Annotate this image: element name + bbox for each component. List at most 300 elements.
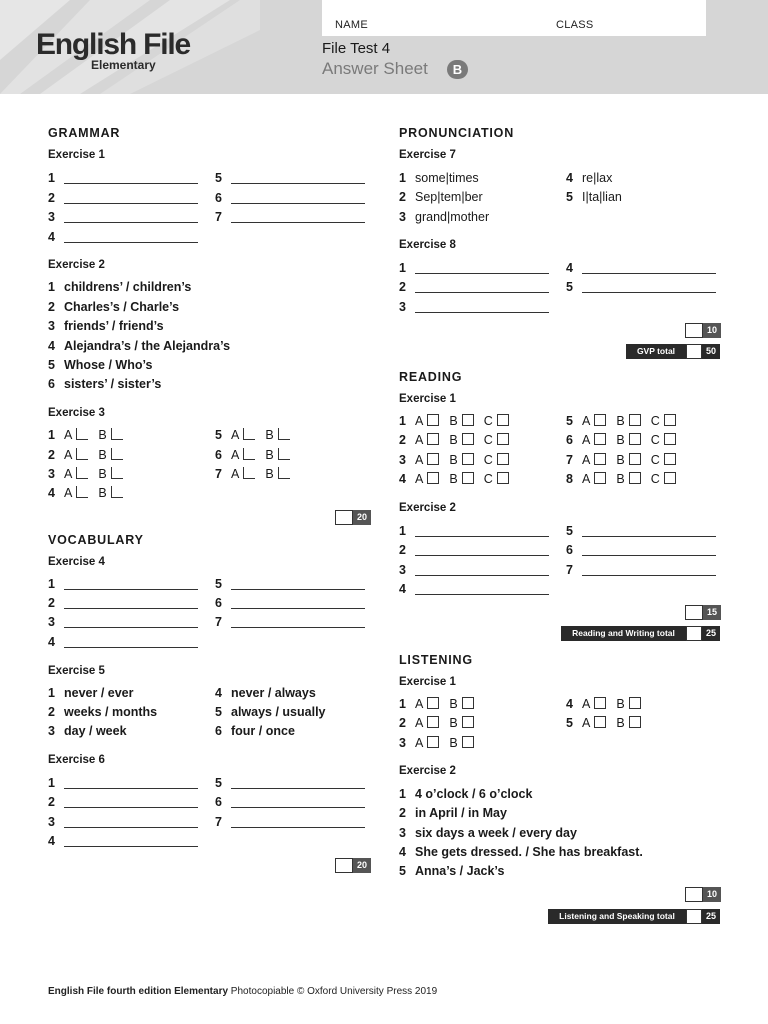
choice-checkbox[interactable] (462, 697, 474, 709)
choice-letter: B (98, 428, 107, 442)
option-text: Charles’s / Charle’s (64, 300, 180, 314)
choice-checkbox[interactable] (594, 433, 606, 445)
option-text: weeks / months (64, 705, 158, 719)
total-box[interactable] (686, 344, 702, 359)
option-row[interactable] (399, 787, 532, 801)
choice-letter: A (64, 428, 73, 442)
item-number: 5 (215, 171, 222, 185)
option-row[interactable] (48, 319, 164, 333)
answer-row (566, 280, 582, 294)
answer-row (215, 191, 231, 205)
total-max: 25 (702, 626, 720, 641)
answer-line[interactable] (231, 608, 365, 609)
choice-row (566, 414, 686, 428)
listening-speaking-total (548, 909, 720, 924)
choice-checkbox[interactable] (629, 472, 641, 484)
answer-line[interactable] (64, 242, 198, 243)
footer-title: English File fourth edition Elementary (48, 986, 229, 997)
answer-row (48, 596, 64, 610)
answer-row (399, 582, 415, 596)
option-text: Whose / Who’s (64, 358, 153, 372)
answer-line[interactable] (64, 183, 198, 184)
answer-row (399, 524, 415, 538)
exercise-heading: Exercise 8 (399, 239, 456, 251)
answer-row (566, 563, 582, 577)
choice-letter: C (650, 414, 660, 428)
exercise-heading: Exercise 5 (48, 665, 105, 677)
choice-checkbox[interactable] (629, 433, 641, 445)
choice-letter: A (231, 467, 240, 481)
answer-row (399, 563, 415, 577)
item-number: 7 (566, 563, 573, 577)
choice-checkbox[interactable] (111, 448, 123, 460)
answer-line[interactable] (231, 788, 365, 789)
answer-line[interactable] (231, 807, 365, 808)
item-number: 3 (399, 826, 406, 840)
choice-checkbox[interactable] (664, 472, 676, 484)
item-number: 5 (215, 776, 222, 790)
answer-row (48, 577, 64, 591)
answer-line[interactable] (64, 203, 198, 204)
choice-checkbox[interactable] (76, 467, 88, 479)
option-text: day / week (64, 724, 127, 738)
score-box[interactable] (685, 323, 703, 338)
total-box[interactable] (686, 909, 702, 924)
choice-checkbox[interactable] (594, 414, 606, 426)
answer-line[interactable] (231, 589, 365, 590)
item-number: 3 (399, 300, 406, 314)
name-label: NAME (335, 19, 368, 31)
option-row[interactable] (48, 724, 127, 738)
answer-row (215, 815, 231, 829)
item-number: 3 (48, 467, 55, 481)
item-number: 5 (48, 358, 55, 372)
answer-line[interactable] (64, 788, 198, 789)
choice-checkbox[interactable] (278, 428, 290, 440)
stress-word-row[interactable] (399, 171, 479, 185)
item-number: 6 (215, 724, 222, 738)
choice-checkbox[interactable] (427, 697, 439, 709)
choice-checkbox[interactable] (629, 716, 641, 728)
total-box[interactable] (686, 626, 702, 641)
choice-checkbox[interactable] (111, 467, 123, 479)
reading-heading: READING (399, 370, 463, 384)
choice-row (399, 453, 519, 467)
answer-line[interactable] (582, 555, 716, 556)
answer-row (48, 171, 64, 185)
stress-word: I|ta|lian (582, 190, 622, 204)
item-number: 4 (48, 635, 55, 649)
option-text: never / always (231, 686, 316, 700)
vocabulary-heading: VOCABULARY (48, 533, 144, 547)
choice-checkbox[interactable] (427, 472, 439, 484)
choice-row (399, 472, 519, 486)
answer-line[interactable] (415, 575, 549, 576)
answer-line[interactable] (64, 627, 198, 628)
choice-letter: A (582, 414, 591, 428)
answer-line[interactable] (231, 222, 365, 223)
choice-checkbox[interactable] (278, 467, 290, 479)
item-number: 2 (48, 596, 55, 610)
answer-line[interactable] (415, 273, 549, 274)
choice-letter: A (415, 716, 424, 730)
option-text: friends’ / friend’s (64, 319, 164, 333)
item-number: 1 (399, 697, 406, 711)
item-number: 2 (399, 280, 406, 294)
score-box[interactable] (685, 605, 703, 620)
choice-checkbox[interactable] (278, 448, 290, 460)
choice-checkbox[interactable] (462, 453, 474, 465)
choice-letter: B (616, 716, 625, 730)
choice-letter: B (616, 697, 625, 711)
answer-line[interactable] (64, 608, 198, 609)
grammar-score (335, 510, 371, 525)
choice-checkbox[interactable] (427, 433, 439, 445)
choice-checkbox[interactable] (462, 433, 474, 445)
answer-line[interactable] (415, 292, 549, 293)
answer-row (399, 261, 415, 275)
item-number: 7 (215, 615, 222, 629)
answer-line[interactable] (582, 536, 716, 537)
answer-line[interactable] (582, 273, 716, 274)
answer-row (48, 834, 64, 848)
choice-checkbox[interactable] (427, 736, 439, 748)
choice-row (566, 453, 686, 467)
exercise-heading: Exercise 2 (48, 259, 105, 271)
item-number: 6 (215, 795, 222, 809)
item-number: 3 (48, 319, 55, 333)
choice-letter: C (650, 453, 660, 467)
choice-checkbox[interactable] (629, 414, 641, 426)
option-row[interactable] (399, 806, 507, 820)
item-number: 1 (48, 428, 55, 442)
vocabulary-score (335, 858, 371, 873)
answer-row (215, 596, 231, 610)
choice-letter: A (64, 448, 73, 462)
item-number: 2 (399, 433, 406, 447)
score-box[interactable] (335, 858, 353, 873)
answer-row (48, 191, 64, 205)
choice-checkbox[interactable] (243, 448, 255, 460)
exercise-heading: Exercise 4 (48, 556, 105, 568)
item-number: 8 (566, 472, 573, 486)
answer-row (399, 543, 415, 557)
option-text: never / ever (64, 686, 134, 700)
item-number: 4 (48, 834, 55, 848)
item-number: 7 (215, 815, 222, 829)
choice-row (566, 716, 651, 730)
total-max: 25 (702, 909, 720, 924)
test-title: File Test 4 (322, 40, 391, 57)
choice-checkbox[interactable] (243, 428, 255, 440)
exercise-heading: Exercise 1 (48, 149, 105, 161)
option-row[interactable] (48, 705, 157, 719)
choice-row (215, 428, 300, 442)
answer-row (566, 261, 582, 275)
choice-letter: B (265, 448, 274, 462)
answer-row (48, 815, 64, 829)
answer-line[interactable] (415, 312, 549, 313)
choice-checkbox[interactable] (594, 697, 606, 709)
choice-checkbox[interactable] (594, 472, 606, 484)
item-number: 2 (399, 716, 406, 730)
item-number: 5 (566, 280, 573, 294)
item-number: 3 (399, 210, 406, 224)
choice-row (566, 433, 686, 447)
choice-checkbox[interactable] (427, 414, 439, 426)
answer-row (215, 776, 231, 790)
exercise-heading: Exercise 1 (399, 676, 456, 688)
answer-line[interactable] (415, 536, 549, 537)
item-number: 7 (566, 453, 573, 467)
choice-letter: A (64, 486, 73, 500)
answer-line[interactable] (582, 292, 716, 293)
answer-row (48, 230, 64, 244)
option-text: always / usually (231, 705, 326, 719)
item-number: 5 (399, 864, 406, 878)
choice-row (566, 697, 651, 711)
item-number: 1 (399, 524, 406, 538)
choice-checkbox[interactable] (594, 453, 606, 465)
exercise-heading: Exercise 2 (399, 765, 456, 777)
choice-letter: A (582, 472, 591, 486)
choice-checkbox[interactable] (629, 453, 641, 465)
option-row[interactable] (399, 845, 643, 859)
option-row[interactable] (215, 724, 295, 738)
stress-word: re|lax (582, 171, 613, 185)
stress-word-row[interactable] (566, 171, 612, 185)
item-number: 2 (399, 190, 406, 204)
score-box[interactable] (335, 510, 353, 525)
choice-checkbox[interactable] (76, 428, 88, 440)
option-row[interactable] (48, 300, 179, 314)
answer-row (566, 543, 582, 557)
item-number: 5 (566, 716, 573, 730)
choice-letter: B (449, 433, 458, 447)
answer-line[interactable] (64, 647, 198, 648)
reading-writing-total (561, 626, 720, 641)
item-number: 5 (566, 190, 573, 204)
choice-checkbox[interactable] (111, 486, 123, 498)
item-number: 4 (399, 845, 406, 859)
option-text: She gets dressed. / She has breakfast. (415, 845, 643, 859)
choice-row (48, 448, 133, 462)
reading-score (685, 605, 721, 620)
choice-letter: B (449, 697, 458, 711)
choice-checkbox[interactable] (76, 486, 88, 498)
logo: English File (36, 28, 190, 61)
answer-line[interactable] (64, 827, 198, 828)
option-text: six days a week / every day (415, 826, 577, 840)
choice-letter: C (650, 433, 660, 447)
answer-row (48, 795, 64, 809)
choice-checkbox[interactable] (629, 697, 641, 709)
choice-checkbox[interactable] (664, 453, 676, 465)
answer-row (399, 300, 415, 314)
item-number: 3 (48, 815, 55, 829)
choice-letter: B (265, 428, 274, 442)
option-row[interactable] (215, 705, 326, 719)
exercise-heading: Exercise 3 (48, 407, 105, 419)
item-number: 4 (48, 230, 55, 244)
answer-row (215, 210, 231, 224)
answer-line[interactable] (415, 594, 549, 595)
choice-letter: B (616, 453, 625, 467)
item-number: 1 (48, 776, 55, 790)
choice-checkbox[interactable] (497, 453, 509, 465)
item-number: 3 (48, 724, 55, 738)
stress-word-row[interactable] (399, 190, 483, 204)
choice-letter: A (582, 716, 591, 730)
item-number: 6 (215, 596, 222, 610)
answer-line[interactable] (231, 203, 365, 204)
item-number: 1 (399, 171, 406, 185)
answer-row (48, 776, 64, 790)
choice-checkbox[interactable] (462, 736, 474, 748)
choice-letter: A (415, 736, 424, 750)
score-box[interactable] (685, 887, 703, 902)
pronunciation-heading: PRONUNCIATION (399, 126, 515, 140)
option-text: childrens’ / children’s (64, 280, 192, 294)
choice-checkbox[interactable] (664, 414, 676, 426)
exercise-heading: Exercise 6 (48, 754, 105, 766)
choice-checkbox[interactable] (497, 433, 509, 445)
version-badge: B (447, 60, 468, 79)
score-max: 20 (353, 858, 371, 873)
answer-row (48, 615, 64, 629)
item-number: 4 (566, 171, 573, 185)
choice-letter: B (265, 467, 274, 481)
item-number: 6 (566, 433, 573, 447)
option-text: Alejandra’s / the Alejandra’s (64, 339, 231, 353)
choice-row (48, 486, 133, 500)
choice-checkbox[interactable] (497, 414, 509, 426)
item-number: 4 (215, 686, 222, 700)
answer-line[interactable] (231, 183, 365, 184)
choice-letter: A (231, 428, 240, 442)
choice-checkbox[interactable] (497, 472, 509, 484)
total-max: 50 (702, 344, 720, 359)
choice-letter: A (415, 433, 424, 447)
item-number: 7 (215, 467, 222, 481)
item-number: 6 (566, 543, 573, 557)
item-number: 2 (399, 543, 406, 557)
item-number: 3 (399, 736, 406, 750)
choice-letter: B (449, 472, 458, 486)
score-max: 20 (353, 510, 371, 525)
answer-line[interactable] (415, 555, 549, 556)
listening-score (685, 887, 721, 902)
choice-checkbox[interactable] (111, 428, 123, 440)
choice-checkbox[interactable] (462, 472, 474, 484)
item-number: 2 (48, 795, 55, 809)
item-number: 5 (566, 414, 573, 428)
answer-line[interactable] (582, 575, 716, 576)
name-class-field[interactable] (322, 0, 706, 36)
stress-word-row[interactable] (399, 210, 489, 224)
item-number: 2 (48, 191, 55, 205)
choice-letter: A (415, 453, 424, 467)
item-number: 4 (399, 582, 406, 596)
choice-letter: C (483, 453, 493, 467)
option-row[interactable] (48, 358, 152, 372)
choice-letter: B (616, 433, 625, 447)
answer-line[interactable] (64, 846, 198, 847)
choice-checkbox[interactable] (76, 448, 88, 460)
answer-line[interactable] (64, 589, 198, 590)
choice-row (399, 716, 484, 730)
item-number: 4 (48, 339, 55, 353)
choice-checkbox[interactable] (243, 467, 255, 479)
class-label: CLASS (556, 19, 594, 31)
item-number: 5 (215, 428, 222, 442)
item-number: 1 (399, 787, 406, 801)
choice-checkbox[interactable] (594, 716, 606, 728)
grammar-heading: GRAMMAR (48, 126, 121, 140)
answer-line[interactable] (231, 627, 365, 628)
stress-word: some|times (415, 171, 479, 185)
answer-row (48, 635, 64, 649)
choice-row (215, 448, 300, 462)
item-number: 3 (399, 453, 406, 467)
item-number: 4 (566, 697, 573, 711)
choice-checkbox[interactable] (462, 414, 474, 426)
item-number: 3 (48, 210, 55, 224)
header (0, 0, 768, 94)
option-row[interactable] (48, 280, 191, 294)
choice-letter: B (449, 716, 458, 730)
choice-letter: C (483, 414, 493, 428)
sheet-title: Answer Sheet (322, 59, 428, 78)
exercise-heading: Exercise 1 (399, 393, 456, 405)
logo-subtitle: Elementary (91, 58, 156, 72)
answer-line[interactable] (64, 222, 198, 223)
option-row[interactable] (48, 339, 230, 353)
total-label: Reading and Writing total (561, 626, 686, 641)
option-row[interactable] (399, 826, 577, 840)
option-row[interactable] (399, 864, 504, 878)
answer-row (215, 795, 231, 809)
score-max: 15 (703, 605, 721, 620)
choice-row (48, 467, 133, 481)
stress-word: grand|mother (415, 210, 490, 224)
choice-checkbox[interactable] (664, 433, 676, 445)
answer-line[interactable] (64, 807, 198, 808)
choice-letter: A (415, 697, 424, 711)
choice-letter: C (483, 433, 493, 447)
item-number: 5 (215, 577, 222, 591)
choice-letter: B (449, 453, 458, 467)
answer-line[interactable] (231, 827, 365, 828)
option-text: Anna’s / Jack’s (415, 864, 505, 878)
item-number: 4 (48, 486, 55, 500)
total-label: Listening and Speaking total (548, 909, 686, 924)
item-number: 6 (215, 448, 222, 462)
option-row[interactable] (215, 686, 316, 700)
stress-word-row[interactable] (566, 190, 622, 204)
option-row[interactable] (48, 377, 161, 391)
option-row[interactable] (48, 686, 134, 700)
choice-checkbox[interactable] (427, 453, 439, 465)
choice-checkbox[interactable] (427, 716, 439, 728)
score-max: 10 (703, 323, 721, 338)
option-text: 4 o’clock / 6 o’clock (415, 787, 533, 801)
score-max: 10 (703, 887, 721, 902)
choice-checkbox[interactable] (462, 716, 474, 728)
footer-copyright: Photocopiable © Oxford University Press 2019 (228, 986, 438, 997)
option-text: in April / in May (415, 806, 507, 820)
item-number: 2 (399, 806, 406, 820)
